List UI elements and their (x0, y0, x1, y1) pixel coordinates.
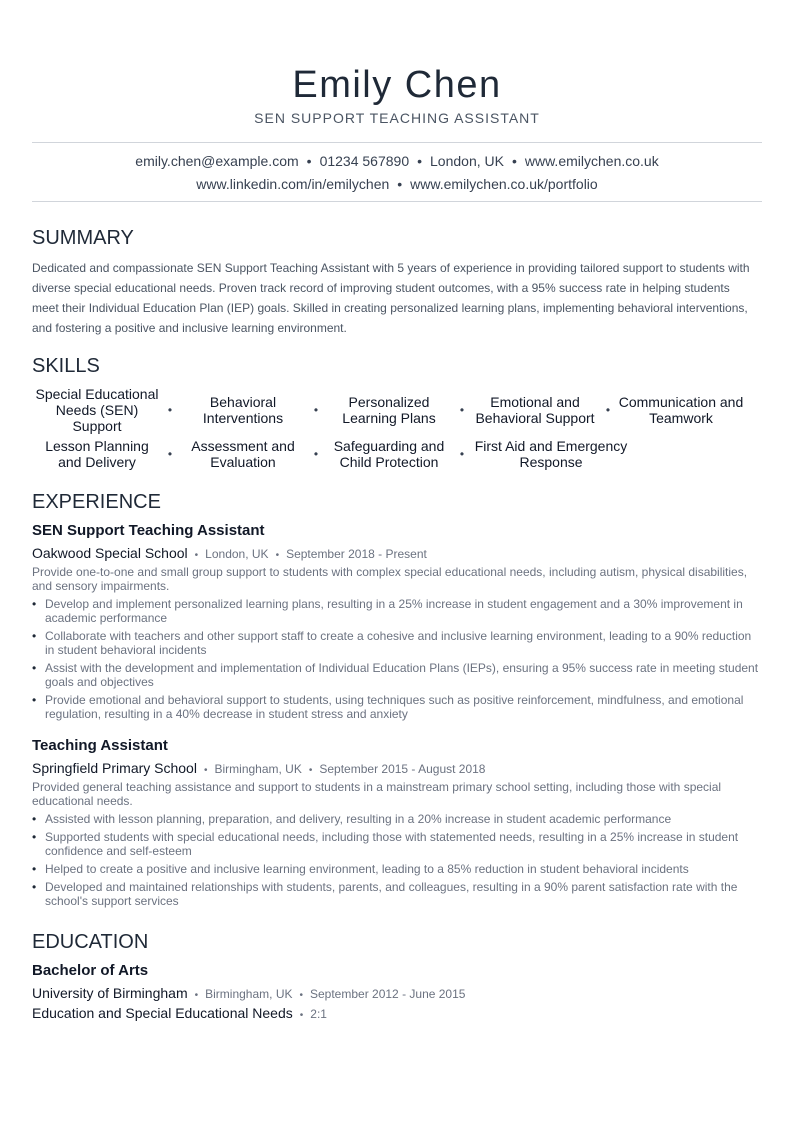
institution-name: University of Birmingham (32, 985, 188, 1001)
skill-separator: • (459, 403, 465, 417)
skill-item: Special Educational Needs (SEN) Support (35, 386, 159, 434)
job-location: London, UK (205, 547, 269, 561)
meta-separator: • (299, 1010, 304, 1021)
job-title: SEN Support Teaching Assistant (32, 522, 265, 539)
skill-item: Behavioral Interventions (202, 394, 284, 426)
achievement-item: • Provide emotional and behavioral support to students, using techniques such as positive reinforcement, mindfulness, and emotional regulation, resulting in a 40% decrease in student stress and anxiety (32, 693, 762, 721)
experience-heading: EXPERIENCE (32, 491, 161, 513)
job-description: Provided general teaching assistance and support to students in a mainstream primary school setting, including those with special educational needs. (32, 780, 722, 808)
education-field-meta (32, 1004, 327, 1025)
meta-separator: • (194, 550, 199, 561)
candidate-name: Emily Chen (292, 64, 502, 106)
contact-separator: • (306, 153, 312, 169)
skills-row-2 (32, 438, 762, 470)
achievement-item: • Developed and maintained relationships with students, parents, and colleagues, resulting in a 90% parent satisfaction rate with the school's support services (32, 880, 762, 908)
skill-item: Assessment and Evaluation (191, 438, 295, 470)
job-meta (32, 544, 427, 565)
achievement-item: • Assist with the development and implementation of Individual Education Plans (IEPs), ensuring a 95% success rate in meeting student goals and objectives (32, 661, 762, 689)
location-text: London, UK (430, 153, 504, 169)
header-divider-bottom (32, 201, 762, 202)
skill-item: First Aid and Emergency Response (474, 438, 628, 470)
employer-name: Oakwood Special School (32, 545, 188, 561)
meta-separator: • (299, 990, 303, 1001)
skill-item: Safeguarding and Child Protection (333, 438, 445, 470)
contact-separator: • (397, 176, 403, 192)
skill-separator: • (459, 447, 465, 461)
meta-separator: • (203, 765, 208, 776)
website-link[interactable]: www.emilychen.co.uk (524, 153, 659, 169)
achievement-item: • Helped to create a positive and inclusive learning environment, leading to a 85% reduction in student behavioral incidents (32, 862, 762, 876)
achievement-item: • Assisted with lesson planning, preparation, and delivery, resulting in a 20% increase in student academic performance (32, 812, 762, 826)
job-meta (32, 759, 485, 780)
job-achievements (32, 597, 762, 725)
header-divider-top (32, 142, 762, 143)
contact-line-1 (32, 152, 762, 170)
job-dates: September 2018 - Present (286, 547, 427, 561)
skill-separator: • (167, 403, 173, 417)
skill-item: Communication and Teamwork (618, 394, 744, 426)
job-title: Teaching Assistant (32, 737, 168, 754)
email-link[interactable]: emily.chen@example.com (135, 153, 299, 169)
degree-title: Bachelor of Arts (32, 962, 149, 979)
skill-separator: • (313, 447, 319, 461)
job-description: Provide one-to-one and small group support to students with complex special educational needs, including autism, physical disabilities, and sensory impairments. (32, 565, 748, 593)
summary-heading: SUMMARY (32, 227, 134, 249)
candidate-title: SEN SUPPORT TEACHING ASSISTANT (254, 110, 540, 126)
meta-separator: • (194, 990, 199, 1001)
education-heading: EDUCATION (32, 931, 149, 953)
skill-item: Lesson Planning and Delivery (45, 438, 149, 470)
contact-separator: • (417, 153, 423, 169)
phone-number[interactable]: 01234 567890 (319, 153, 410, 169)
job-location: Birmingham, UK (214, 762, 302, 776)
skill-separator: • (167, 447, 173, 461)
job-achievements (32, 812, 762, 912)
achievement-item: • Develop and implement personalized learning plans, resulting in a 25% increase in student engagement and a 30% improvement in academic performance (32, 597, 762, 625)
education-location: Birmingham, UK (205, 987, 293, 1001)
contact-line-2 (32, 175, 762, 193)
education-dates: September 2012 - June 2015 (310, 987, 466, 1001)
skills-heading: SKILLS (32, 355, 100, 377)
portfolio-link[interactable]: www.emilychen.co.uk/portfolio (410, 176, 598, 192)
education-meta (32, 984, 465, 1005)
degree-grade: 2:1 (310, 1007, 327, 1021)
linkedin-link[interactable]: www.linkedin.com/in/emilychen (196, 176, 390, 192)
skill-item: Personalized Learning Plans (342, 394, 436, 426)
summary-text: Dedicated and compassionate SEN Support Teaching Assistant with 5 years of experience in providing tailored support to students with diverse special educational needs. Proven track record of improving student outcomes, with a 95% success rate in helping students meet their Individual Education Plan (IEP) goals. Skilled in creating personalized learning plans, implementing behavioral interventions, and fostering a positive and inclusive learning environment. (32, 261, 750, 335)
contact-separator: • (511, 153, 517, 169)
meta-separator: • (275, 550, 280, 561)
skills-row-1 (32, 386, 762, 434)
skill-separator: • (313, 403, 319, 417)
skill-separator: • (605, 403, 611, 417)
skill-item: Emotional and Behavioral Support (475, 394, 595, 426)
job-dates: September 2015 - August 2018 (319, 762, 486, 776)
meta-separator: • (308, 765, 313, 776)
achievement-item: • Supported students with special educational needs, including those with statemented needs, resulting in a 25% increase in student confidence and self-esteem (32, 830, 762, 858)
employer-name: Springfield Primary School (32, 760, 197, 776)
achievement-item: • Collaborate with teachers and other support staff to create a cohesive and inclusive learning environment, leading to a 90% reduction in student behavioral incidents (32, 629, 762, 657)
field-of-study: Education and Special Educational Needs (32, 1005, 293, 1021)
